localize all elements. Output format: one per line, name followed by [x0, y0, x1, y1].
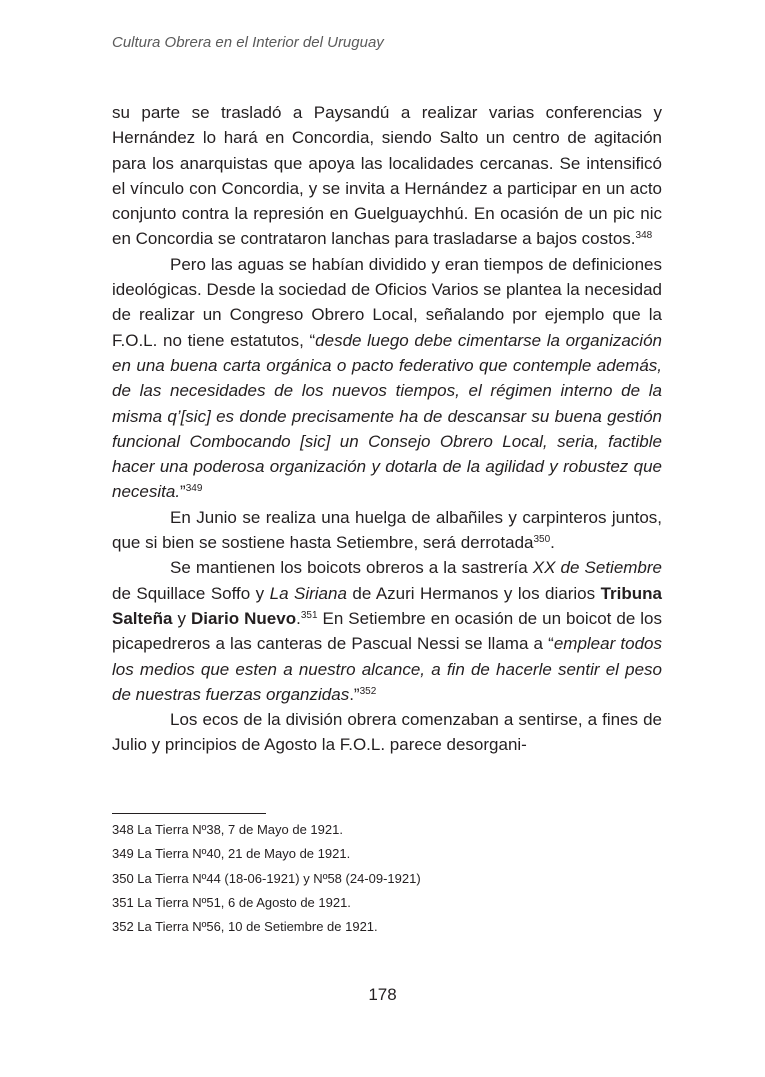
footnote-ref: 348	[635, 230, 653, 242]
footnote-ref: 351	[300, 609, 318, 621]
italic-run: desde luego debe cimentarse la organización en una buena carta orgánica o pacto federativo que contemple además, de las necesidades de los nuevos tiempos, el régimen interno de la misma q’[sic] es donde precisamente ha de descansar su buena gestión funcional Combocando [sic] un Consejo Obrero Local, seria, factible hacer una poderosa organización y dotarla de la agilidad y robustez que necesita.	[112, 330, 662, 502]
footnote-ref: 349	[185, 483, 203, 495]
text-run: ”	[180, 482, 186, 502]
text-run: y	[172, 608, 191, 628]
footnote: 350 La Tierra Nº44 (18-06-1921) y Nº58 (24-09-1921)	[112, 870, 421, 886]
italic-run: XX de Setiembre	[532, 558, 663, 578]
text-run: de Squillace Soffo y	[112, 583, 270, 603]
text-run: En Junio se realiza una huelga de albañiles y carpinteros juntos, que si bien se sostiene hasta Setiembre, será derrotada	[112, 507, 662, 553]
text-run: Se mantienen los boicots obreros a la sastrería	[170, 558, 533, 578]
paragraph	[112, 505, 662, 556]
paragraph	[112, 555, 662, 707]
footnote-ref: 350	[533, 534, 551, 546]
text-run: de Azuri Hermanos y los diarios	[346, 583, 601, 603]
text-run: Los ecos de la división obrera comenzaban a sentirse, a fines de Julio y principios de Agosto la F.O.L. parece desorgani-	[112, 710, 662, 755]
italic-run: emplear todos los medios que esten a nuestro alcance, a fin de hacerle sentir el peso de nuestras fuerzas organzidas	[112, 634, 662, 704]
paragraph	[112, 252, 662, 505]
bold-run: Tribuna Salteña	[112, 583, 662, 628]
italic-run: La Siriana	[269, 583, 347, 603]
bold-run: Diario Nuevo	[190, 608, 297, 628]
page-number: 178	[368, 985, 397, 1004]
text-run: .	[296, 608, 301, 628]
running-header: Cultura Obrera en el Interior del Uruguay	[112, 34, 384, 51]
footnote-ref: 352	[359, 685, 377, 697]
text-run: .”	[349, 684, 360, 704]
footnote: 349 La Tierra Nº40, 21 de Mayo de 1921.	[112, 846, 351, 862]
text-run: .	[550, 533, 555, 553]
text-run: En Setiembre en ocasión de un boicot de los picapedreros a las canteras de Pascual Nessi se llama a “	[112, 608, 663, 654]
paragraph	[112, 707, 662, 758]
text-run: su parte se trasladó a Paysandú a realizar varias conferencias y Hernández lo hará en Concordia, siendo Salto un centro de agitación para los anarquistas que apoya las localidades cercanas. Se intensificó el vínculo con Concordia, y se invita a Hernández a participar en un acto conjunto contra la represión en Guelguaychhú. En ocasión de un pic nic en Concordia se contrataron lanchas para trasladarse a bajos costos.	[112, 103, 662, 249]
text-run: Pero las aguas se habían dividido y eran tiempos de definiciones ideológicas. Desde la sociedad de Oficios Varios se plantea la necesidad de realizar un Congreso Obrero Local, señalando por ejemplo que la F.O.L. no tiene estatutos, “	[112, 254, 662, 350]
footnote: 348 La Tierra Nº38, 7 de Mayo de 1921.	[112, 822, 343, 837]
body-text	[112, 100, 662, 758]
footnote-divider	[112, 813, 266, 814]
footnote: 351 La Tierra Nº51, 6 de Agosto de 1921.	[112, 894, 351, 910]
footnotes	[112, 820, 662, 941]
footnote: 352 La Tierra Nº56, 10 de Setiembre de 1921.	[112, 919, 378, 935]
paragraph	[112, 100, 662, 252]
